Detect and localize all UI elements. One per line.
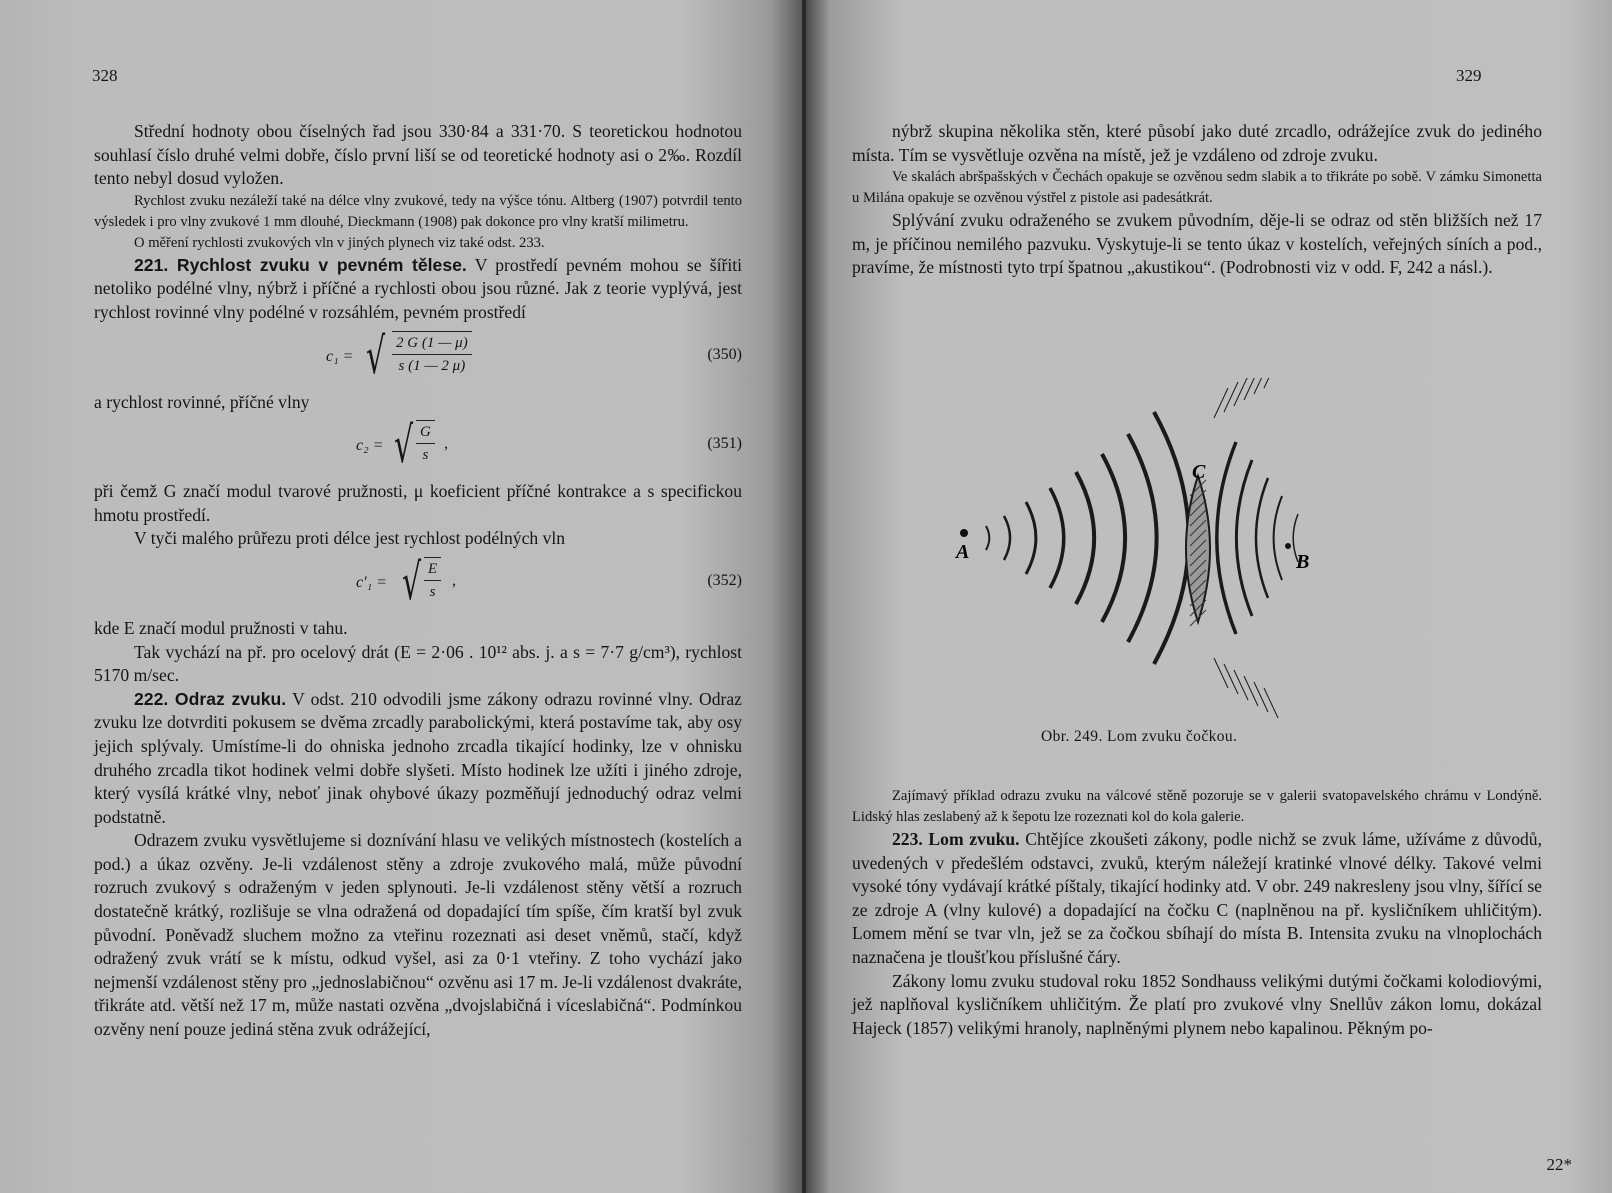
eq350-numerator: 2 G (1 — μ) (392, 331, 472, 355)
eq351-fraction (416, 420, 435, 466)
section-221 (94, 254, 742, 325)
wave-dash (1224, 382, 1238, 412)
wave-arc-left (1154, 412, 1189, 664)
section-223-title: 223. Lom zvuku. (892, 829, 1020, 849)
sqrt-symbol: √ (402, 552, 422, 611)
wave-arc-right (1274, 496, 1282, 580)
wave-dash (1254, 378, 1268, 394)
sqrt-symbol: √ (366, 326, 386, 385)
wave-dash (1214, 658, 1228, 688)
section-223-text: Chtějíce zkoušeti zákony, podle nichž se zvuk láme, užíváme z důvodů, uvedených v předešlém odstavci, zvuků, kterým náležejí kratinké vlnové délky. Takové velmi vysoké tóny vydávají krátké píštaly, tikající hodinky atd. V obr. 249 nakresleny jsou vlny, šířící se ze zdroje A (vlny kulové) a dopadající na čočku C (naplněnou na př. kysličníkem uhličitým). Lomem mění se tvar vln, jež se za čočkou sbíhají do místa B. Intensita zvuku na vlnoplochách naznačena je tloušťkou příslušné čáry. (852, 829, 1542, 967)
wave-arc-left (1076, 472, 1094, 604)
signature-mark: 22* (1546, 1155, 1572, 1174)
paragraph-mean-values: Střední hodnoty obou číselných řad jsou 330·84 a 331·70. S teoretickou hodnotou souhlasí číslo druhé velmi dobře, číslo první liší se od teoretické hodnoty asi o 2‰. Rozdíl tento nebyl dosud vyložen. (94, 121, 742, 189)
eq352-numerator: E (424, 557, 441, 581)
equation-352 (94, 552, 742, 613)
eq351-number: (351) (707, 435, 742, 453)
note-st-paul: Zajímavý příklad odrazu zvuku na válcové stěně pozoruje se v galerii svatopavelského chrámu v Londýně. Lidský hlas zeslabený až k šepotu lze rozeznati kol do kola galerie. (852, 788, 1542, 825)
eq351-denominator: s (422, 447, 429, 464)
wave-dash (1264, 378, 1278, 388)
eq352-lhs: c′₁ = (356, 573, 387, 591)
section-222 (94, 688, 742, 830)
wave-dash (1234, 378, 1248, 406)
left-page (0, 0, 802, 1193)
section-223 (852, 828, 1542, 970)
wave-arc-left (1128, 434, 1157, 642)
wave-arc-left (1026, 502, 1036, 574)
wave-dash (1214, 388, 1228, 418)
paragraph-sondhauss: Zákony lomu zvuku studoval roku 1852 Sondhauss velikými dutými čočkami kolodiovými, jež naplňoval kysličníkem uhličitým. Že platí pro zvukové vlny Snellův zákon lomu, dokázal Hajeck (1857) velikými hranoly, naplněnými plynem nebo kapalinou. Pěkným po- (852, 970, 1542, 1038)
right-page (806, 0, 1612, 1193)
eq352-number: (352) (707, 571, 742, 589)
note-wavelength: Rychlost zvuku nezáleží také na délce vlny zvukové, tedy na výšce tónu. Altberg (1907) potvrdil tento výsledek i pro vlny zvukové 1 mm dlouhé, Dieckmann (1908) pak dokonce pro vlny kratší milimetru. (94, 192, 742, 230)
eq350-number: (350) (707, 345, 742, 363)
eq351-comma: , (444, 435, 448, 453)
equation-350 (94, 326, 742, 387)
section-222-text: V odst. 210 odvodili jsme zákony odrazu rovinné vlny. Odraz zvuku lze dotvrditi pokusem se dvěma zrcadly parabolickými, která postavíme tak, aby osy jejich splývaly. Umístíme-li do ohniska jednoho zrcadla tikající hodinky, lze v ohnisku druhého zrcadla tikot hodinek velmi dobře slyšeti. Místo hodinek lze užíti i jiného zdroje, který vysílá krátké vlny, neboť jinak ohybové úkazy pozměňují jednoduchý odraz velmi podstatně. (94, 688, 742, 827)
wave-arc-right (1217, 442, 1236, 634)
paragraph-steel-wire: Tak vychází na př. pro ocelový drát (E = 2·06 . 10¹² abs. j. a s = 7·7 g/cm³), rychlost 5170 m/sec. (94, 641, 742, 686)
sqrt-symbol: √ (394, 416, 414, 475)
wave-dash (1234, 670, 1248, 700)
wave-arc-right (1256, 478, 1268, 598)
wave-dash (1254, 682, 1268, 712)
line-modulus: kde E značí modul pružnosti v tahu. (94, 617, 348, 638)
eq350-denominator: s (1 — 2 μ) (398, 357, 466, 374)
equation-351 (94, 418, 742, 476)
wave-arc-left (1102, 454, 1125, 622)
source-a-dot (960, 529, 968, 537)
eq352-comma: , (452, 571, 456, 589)
line-transverse: a rychlost rovinné, příčné vlny (94, 391, 310, 412)
wave-dash (1264, 688, 1278, 718)
left-column (94, 120, 742, 1042)
eq351-numerator: G (416, 420, 435, 444)
eq351-lhs: c₂ = (356, 437, 384, 455)
figure-lens-refraction (946, 378, 1326, 728)
paragraph-eq351-explain: při čemž G značí modul tvarové pružnosti, μ koeficient příčné kontrakce a s specifickou hmotu prostředí. (94, 481, 743, 525)
section-222-title: 222. Odraz zvuku. (134, 688, 287, 709)
figure-caption: Obr. 249. Lom zvuku čočkou. (1041, 728, 1238, 745)
wave-arc-left (1004, 516, 1010, 560)
right-column-top (852, 120, 1542, 280)
label-b: B (1296, 551, 1310, 573)
page-number-right: 329 (1456, 66, 1482, 85)
label-c: C (1192, 461, 1206, 483)
point-b-dot (1285, 543, 1291, 549)
page-number-left: 328 (92, 66, 118, 85)
wave-arc-right (1236, 460, 1252, 616)
wave-arc-left (986, 526, 989, 550)
wave-dash (1224, 664, 1238, 694)
paragraph-blending: Splývání zvuku odraženého se zvukem původním, děje-li se odraz od stěn bližších než 17 m, je příčinou nemilého pazvuku. Vyskytuje-li se tento úkaz v kostelích, veřejných síních a pod., pravíme, že místnosti tyto trpí špatnou „akustikou“. (Podrobnosti viz v odd. F, 242 a násl.). (852, 210, 1542, 278)
eq352-denominator: s (429, 583, 436, 600)
section-221-title: 221. Rychlost zvuku v pevném tělese. (134, 254, 467, 275)
note-rocks: Ve skalách abršpašských v Čechách opakuje se ozvěnou sedm slabik a to třikráte po sobě. V zámku Simonetta u Milána opakuje se ozvěnou výstřel z pistole asi padesátkrát. (852, 169, 1542, 207)
label-a: A (956, 541, 970, 563)
paragraph-continued: nýbrž skupina několika stěn, které působí jako duté zrcadlo, odrážejíce zvuk do jediného místa. Tím se vysvětluje ozvěna na místě, jež je vzdáleno od zdroje zvuku. (852, 121, 1542, 165)
section-221-text: V prostředí pevném mohou se šířiti netoliko podélné vlny, nýbrž i příčné a rychlosti obou jsou různé. Jak z teorie vyplývá, jest rychlost rovinné vlny podélné v rozsáhlém, pevném prostředí (94, 254, 742, 322)
right-column-bottom (852, 786, 1542, 1040)
eq350-lhs: c₁ = (326, 347, 354, 365)
note-other-gases: O měření rychlosti zvukových vln v jiných plynech viz také odst. 233. (134, 234, 545, 251)
paragraph-echo: Odrazem zvuku vysvětlujeme si doznívání hlasu ve velikých místnostech (kostelích a pod.) a úkaz ozvěny. Je-li vzdálenost stěny a zdroje zvukového malá, může původní rozruch zvukový s odraženým v jeden splynouti. Je-li vzdálenost stěny větší a rozruch dostatečně krátký, rozlišuje se vlna odražená od dopadající tím spíše, čím kratší byl zvuk původní. Poněvadž sluchem možno za vteřinu rozeznati asi deset vněmů, stačí, když odražený zvuk vrátí se k místu, odkud vyšel, asi za 0·1 vteřiny. Z toho vychází jako nejmenší vzdálenost stěny pro „jednoslabičnou“ ozvěnu asi 17 m. Je-li vzdálenost dvakráte, třikráte atd. větší než 17 m, může nastati ozvěna „dvojslabičná i víceslabičná“. Podmínkou ozvěny není pouze jediná stěna zvuk odrážející, (94, 830, 742, 1040)
wave-dash (1244, 676, 1258, 706)
paragraph-rod: V tyči malého průřezu proti délce jest rychlost podélných vln (134, 528, 566, 549)
eq350-fraction (392, 331, 472, 377)
eq352-fraction (424, 557, 441, 603)
wave-arc-left (1050, 488, 1064, 588)
